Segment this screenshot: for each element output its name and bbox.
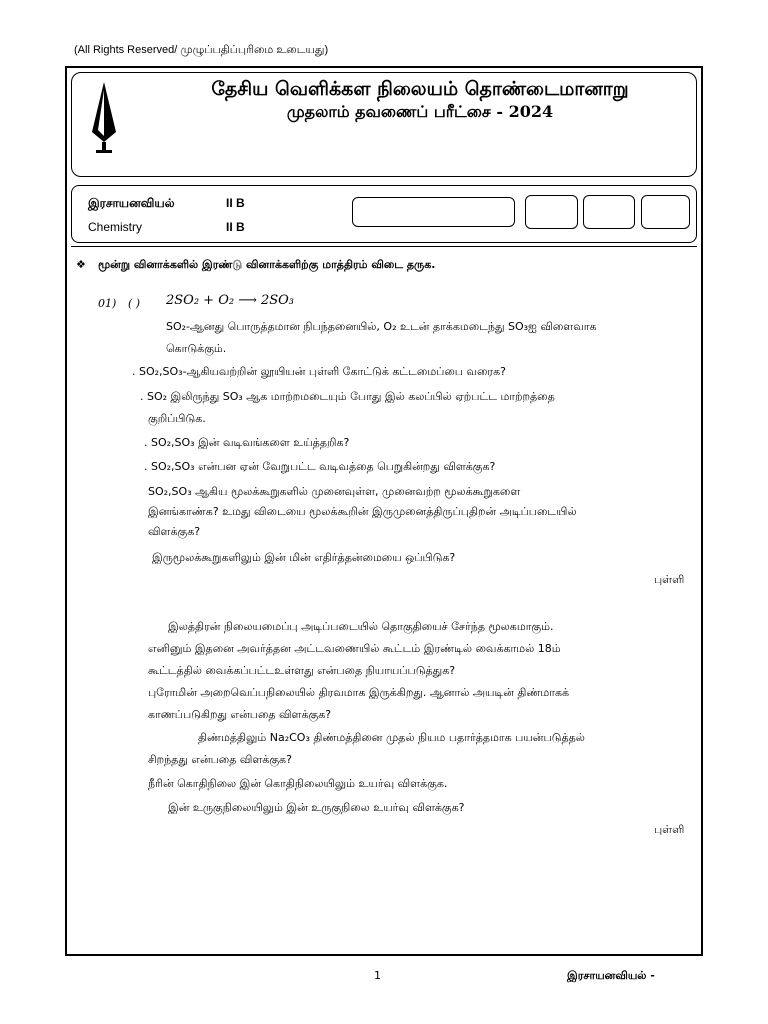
subject-part-tamil: II B bbox=[226, 196, 245, 210]
q1-intro-line2: கொடுக்கும். bbox=[166, 342, 227, 355]
reaction-equation: 2SO₂ + O₂ ⟶ 2SO₃ bbox=[166, 293, 295, 308]
q1-marks-label: புள்ளி bbox=[654, 573, 685, 586]
q2-line9: இன் உருகுநிலையிலும் இன் உருகுநிலை உயர்வு விளக்குக? bbox=[168, 801, 465, 814]
q1-part-e-cont1: இனங்காண்க? உமது விடையை மூலக்கூறின் இருமுனைத்திருப்புதிறன் அடிப்படையில் bbox=[148, 505, 577, 518]
q2-line1: இலத்திரன் நிலையமைப்பு அடிப்படையில் தொகுதியைச் சேர்ந்த மூலகமாகும். bbox=[168, 620, 554, 633]
marks-box-1[interactable] bbox=[525, 195, 578, 229]
question-marks-paren: ( ) bbox=[128, 297, 141, 310]
q1-part-c: . SO₂,SO₃ இன் வடிவங்களை உய்த்தறிக? bbox=[144, 436, 350, 449]
marks-box-2[interactable] bbox=[583, 195, 635, 229]
page-number: 1 bbox=[374, 969, 381, 982]
instruction-text: மூன்று வினாக்களில் இரண்டு வினாக்களிற்கு மாத்திரம் விடை தருக. bbox=[98, 258, 436, 271]
marks-box-3[interactable] bbox=[641, 195, 690, 229]
q2-line8: நீரின் கொதிநிலை இன் கொதிநிலையிலும் உயர்வு விளக்குக. bbox=[148, 777, 448, 790]
subject-tamil: இரசாயனவியல் bbox=[88, 196, 175, 210]
q2-line4: புரோமின் அறைவெப்பநிலையில் திரவமாக இருக்கிறது. ஆனால் அயடின் திண்மாகக் bbox=[148, 686, 570, 699]
q1-part-b: . SO₂ இலிருந்து SO₃ ஆக மாற்றமடையும் போது இல் கலப்பில் ஏற்பட்ட மாற்றத்தை bbox=[140, 390, 555, 403]
subject-english: Chemistry bbox=[88, 220, 143, 234]
q1-part-f: இருமூலக்கூறுகளிலும் இன் மின் எதிர்த்தன்மையை ஒப்பிடுக? bbox=[152, 551, 456, 564]
q1-intro-line1: SO₂-ஆனது பொருத்தமான நிபந்தனையில், O₂ உடன் தாக்கமடைந்து SO₃ஐ விளைவாக bbox=[166, 320, 597, 333]
q1-part-e: SO₂,SO₃ ஆகிய மூலக்கூறுகளில் முனைவுள்ள, முனைவற்ற மூலக்கூறுகளை bbox=[148, 485, 521, 498]
q1-part-e-cont2: விளக்குக? bbox=[148, 525, 201, 538]
footer-subject: இரசாயனவியல் - bbox=[567, 969, 655, 982]
q1-part-a: . SO₂,SO₃-ஆகியவற்றின் லூயியன் புள்ளி கோட்டுக் கட்டமைப்பை வரைக? bbox=[132, 365, 506, 378]
q2-line7: சிறந்தது என்பதை விளக்குக? bbox=[148, 753, 292, 766]
q2-marks-label: புள்ளி bbox=[654, 823, 685, 836]
question-number: 01) bbox=[98, 297, 117, 310]
subject-part-english: II B bbox=[226, 220, 245, 234]
index-number-box[interactable] bbox=[352, 197, 515, 227]
rights-notice: (All Rights Reserved/ முழுப்பதிப்புரிமை உடையது) bbox=[74, 44, 329, 56]
q1-part-b-cont: குறிப்பிடுக. bbox=[148, 412, 206, 425]
exam-title: முதலாம் தவணைப் பரீட்சை - 2024 bbox=[286, 102, 554, 121]
institution-logo bbox=[86, 80, 122, 154]
bullet-icon: ❖ bbox=[76, 258, 86, 271]
q2-line6: திண்மத்திலும் Na₂CO₃ திண்மத்தினை முதல் நியம பதார்த்தமாக பயன்படுத்தல் bbox=[198, 731, 585, 744]
q2-line5: காணப்படுகிறது என்பதை விளக்குக? bbox=[148, 708, 332, 721]
q2-line3: கூட்டத்தில் வைக்கப்பட்டஉள்ளது என்பதை நியாயப்படுத்துக? bbox=[148, 664, 456, 677]
q2-line2: எனினும் இதனை அவர்த்தன அட்டவணையில் கூட்டம் இரண்டில் வைக்காமல் 18ம் bbox=[148, 642, 561, 655]
q1-part-d: . SO₂,SO₃ என்பன ஏன் வேறுபட்ட வடிவத்தை பெறுகின்றது விளக்குக? bbox=[144, 460, 496, 473]
institution-title: தேசிய வெளிக்கள நிலையம் தொண்டைமானாறு bbox=[211, 78, 629, 100]
divider bbox=[71, 246, 697, 247]
